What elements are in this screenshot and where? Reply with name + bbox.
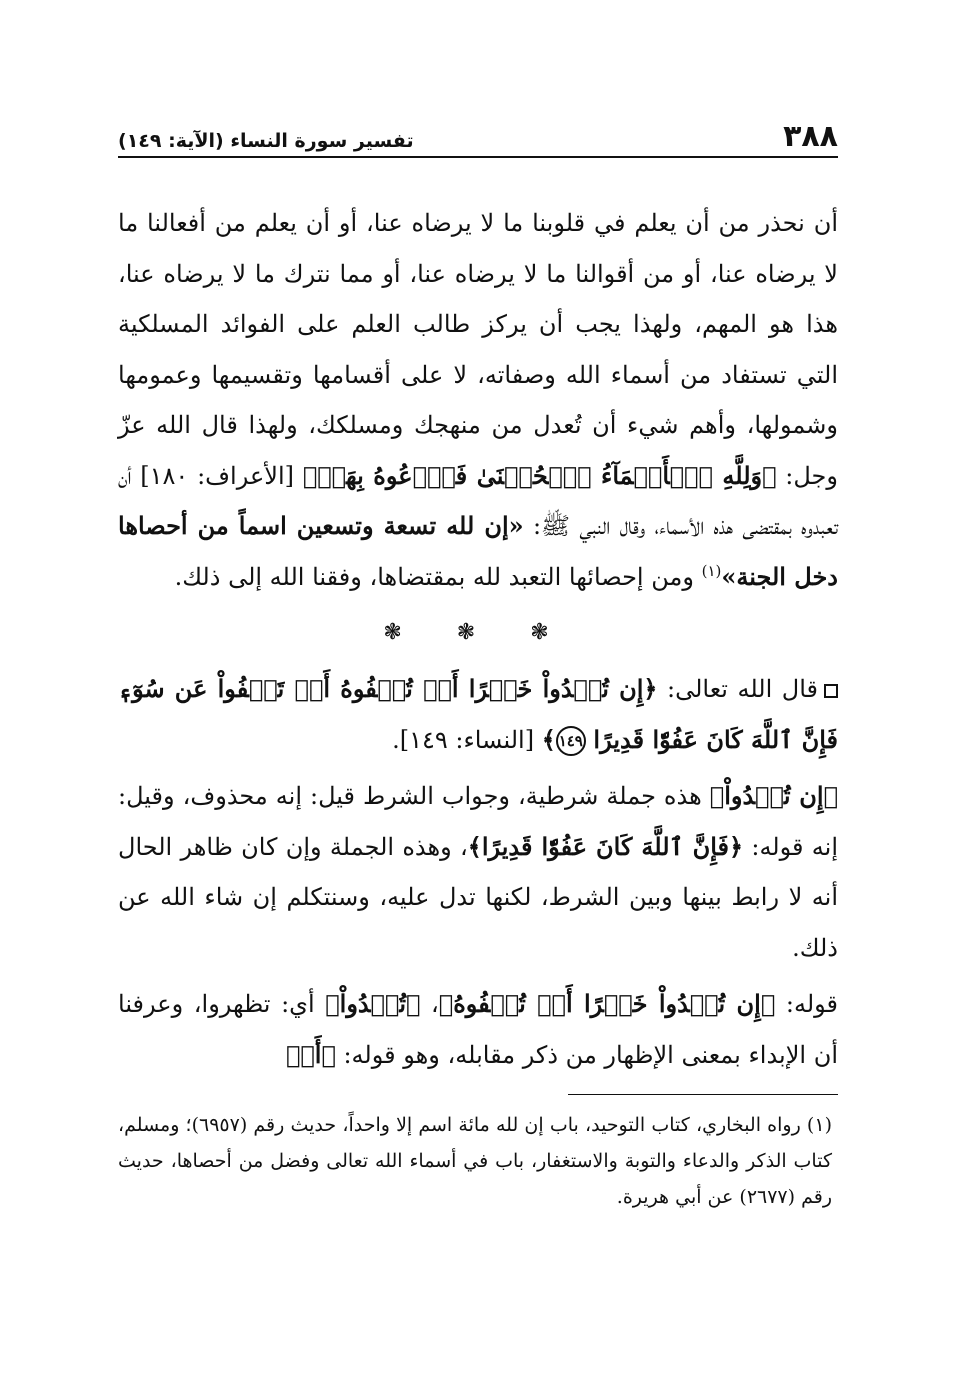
page-header [118,112,838,158]
quran-verse: ﴿تُبۡدُواْ﴾ [325,989,421,1018]
paragraph-text: قوله: [775,990,839,1018]
paragraph-explanation [118,979,838,1080]
footnote: (١) رواه البخاري، كتاب التوحيد، باب إن لله مائة اسم إلا واحداً، حديث رقم (٦٩٥٧)؛ ومسلم، كتاب الذكر والدعاء والتوبة والاستغفار، باب في أسماء الله تعالى وفضل من أحصاها، حديث رقم (٢٦٧٧) عن أبي هريرة. [118,1114,832,1208]
page-number: ٣٨٨ [783,119,838,154]
paragraph-text: هذه جملة شرطية، وجواب الشرط قيل: إنه محذوف، وقيل: إنه قوله: [118,782,838,861]
quran-verse: ﴿فَإِنَّ ٱللَّهَ كَانَ عَفُوّٗا قَدِيرًا﴾ [467,831,744,861]
paragraph-text: ومن إحصائها التعبد لله بمقتضاها، وفقنا الله إلى ذلك. [174,562,702,591]
footnote-reference: (١) [701,561,722,580]
section-separator: ❃ ❃ ❃ [383,620,573,645]
quran-verse-close: ﴾ [541,724,556,754]
paragraph-text: أن نحذر من أن يعلم في قلوبنا ما لا يرضاه عنا، أو أن يعلم من أفعالنا ما لا يرضاه عنا، أو من أقوالنا ما لا يرضاه عنا، أو مما نترك ما لا يرضاه عنا، هذا هو المهم، ولهذا يجب أن يركز طالب العلم على الفوائد المسلكية التي تستفاد من أسماء الله وصفاته، لا على أقسامها وتقسيمها وعمومها وشمولها، وأهم شيء أن تُعدل من منهجك ومسلكك، ولهذا قال الله عزّ وجل: [118,209,838,490]
verse-intro: قال الله تعالى: [657,675,819,703]
square-bullet-icon [824,684,838,698]
quran-verse: ﴿إِن تُبۡدُواْ خَيۡرًا أَوۡ تُخۡفُوهُ﴾ [438,989,776,1018]
paragraph-text: [الأعراف: ١٨٠] أن تعبدوه بمقتضى هذه الأسماء، وقال النبي ﷺ: [118,461,838,540]
paragraph-text: ، وهذه الجملة وإن كان ظاهر الحال أنه لا رابط بينها وبين الشرط، لكنها تدل عليه، وسنتكلم إن شاء الله عن ذلك. [118,832,838,962]
body-text [118,198,838,1080]
quran-verse: ﴿إِن تُبۡدُواْ﴾ [709,781,838,810]
footnote-divider [568,1094,838,1095]
paragraph-conditional [118,771,838,973]
quran-verse: ﴿أَوۡ [285,1039,336,1069]
book-page [118,112,838,1234]
quran-verse: ﴿وَلِلَّهِ ٱلۡأَسۡمَآءُ ٱلۡحُسۡنَىٰ فَٱدۡعُوهُ بِهَاۖ﴾ [302,460,777,490]
running-title: تفسير سورة النساء (الآية: ١٤٩) [118,130,414,152]
paragraph-names-of-allah [118,198,838,602]
ayah-number-marker: ١٤٩ [556,726,586,756]
hadith-quote: «إن لله تسعة وتسعين اسماً من أحصاها دخل الجنة» [118,511,838,591]
verse-reference: [النساء: ١٤٩]. [392,725,542,754]
paragraph-text: أي: تظهروا، وعرفنا أن الإبداء بمعنى الإظهار من ذكر مقابله، وهو قوله: [118,990,838,1069]
verse-heading [118,664,838,765]
quran-verse: ﴿إِن تُبۡدُواْ خَيۡرًا أَوۡ تُخۡفُوهُ أَوۡ تَعۡفُواْ عَن سُوٓءٖ فَإِنَّ ٱللَّهَ كَانَ عَفُوّٗا قَدِيرًا [118,674,838,754]
paragraph-text: ، [420,990,439,1018]
